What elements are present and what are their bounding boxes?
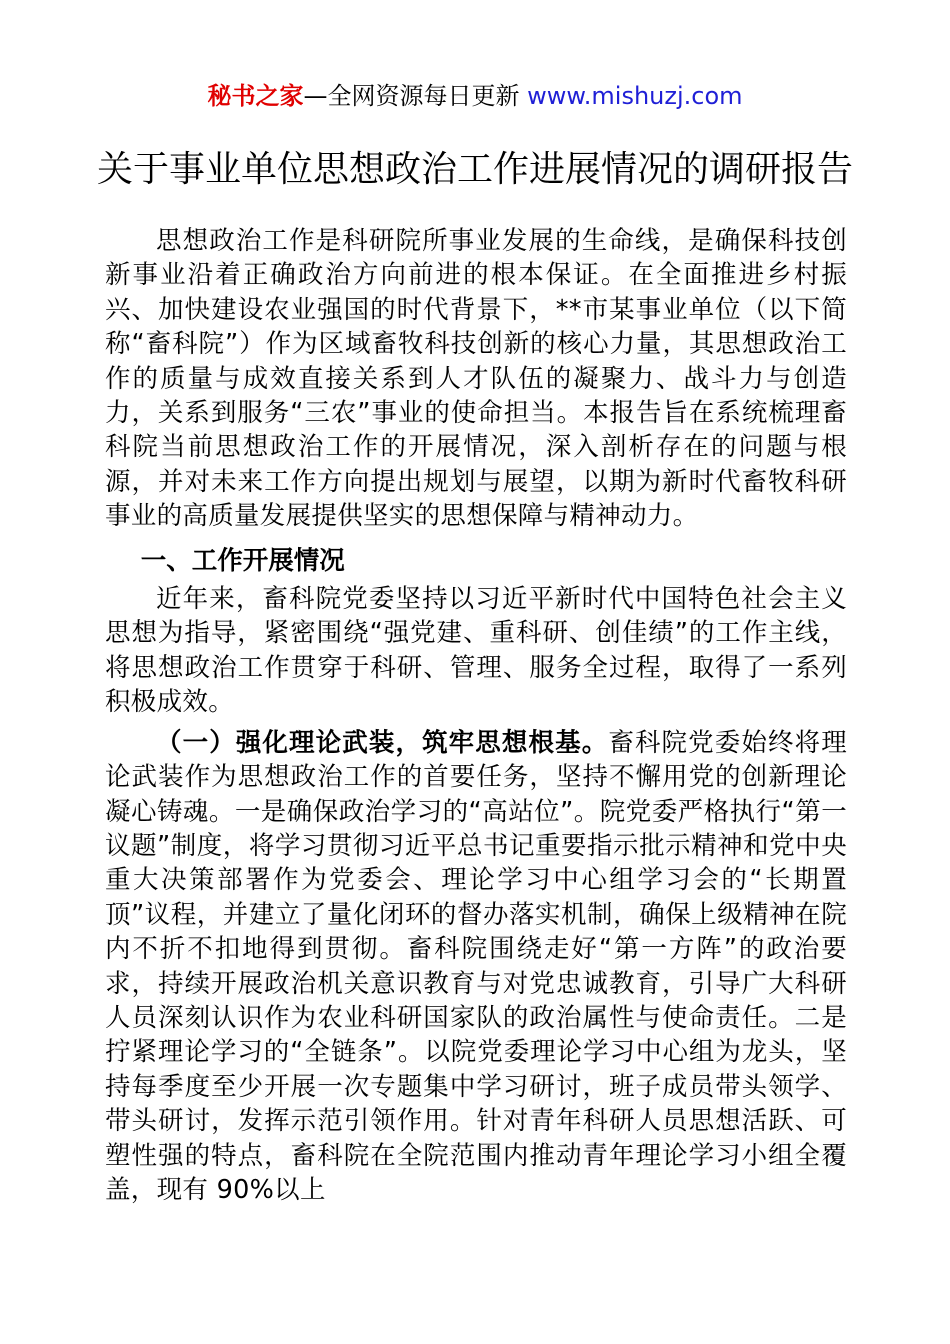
subsection-paragraph [105,726,847,1208]
site-tagline: —全网资源每日更新 [303,82,528,110]
site-header [0,80,950,112]
site-url-link[interactable]: www.mishuzj.com [527,82,743,110]
section-paragraph: 近年来，畜科院党委坚持以习近平新时代中国特色社会主义思想为指导，紧密围绕“强党建、重科研、创佳绩”的工作主线，将思想政治工作贯穿于科研、管理、服务全过程，取得了一系列积极成效。 [105,584,847,718]
document-body [105,224,847,1207]
subsection-lead: （一）强化理论武装，筑牢思想根基。 [156,727,609,758]
document-title: 关于事业单位思想政治工作进展情况的调研报告 [96,149,853,190]
section-heading: 一、工作开展情况 [140,545,345,576]
subsection-text: 畜科院党委始终将理论武装作为思想政治工作的首要任务，坚持不懈用党的创新理论凝心铸魂。一是确保政治学习的“高站位”。院党委严格执行“第一议题”制度，将学习贯彻习近平总书记重要指示批示精神和党中央重大决策部署作为党委会、理论学习中心组学习会的“长期置顶”议程，并建立了量化闭环的督办落实机制，确保上级精神在院内不折不扣地得到贯彻。畜科院围绕走好“第一方阵”的政治要求，持续开展政治机关意识教育与对党忠诚教育，引导广大科研人员深刻认识作为农业科研国家队的政治属性与使命责任。二是拧紧理论学习的“全链条”。以院党委理论学习中心组为龙头，坚持每季度至少开展一次专题集中学习研讨，班子成员带头领学、带头研讨，发挥示范引领作用。针对青年科研人员思想活跃、可塑性强的特点，畜科院在全院范围内推动青年理论学习小组全覆盖，现有 90%以上 [105,727,848,1205]
site-brand: 秘书之家 [207,82,304,110]
intro-paragraph: 思想政治工作是科研院所事业发展的生命线，是确保科技创新事业沿着正确政治方向前进的根本保证。在全面推进乡村振兴、加快建设农业强国的时代背景下，**市某事业单位（以下简称“畜科院”）作为区域畜牧科技创新的核心力量，其思想政治工作的质量与成效直接关系到人才队伍的凝聚力、战斗力与创造力，关系到服务“三农”事业的使命担当。本报告旨在系统梳理畜科院当前思想政治工作的开展情况，深入剖析存在的问题与根源，并对未来工作方向提出规划与展望，以期为新时代畜牧科研事业的高质量发展提供坚实的思想保障与精神动力。 [105,226,847,532]
